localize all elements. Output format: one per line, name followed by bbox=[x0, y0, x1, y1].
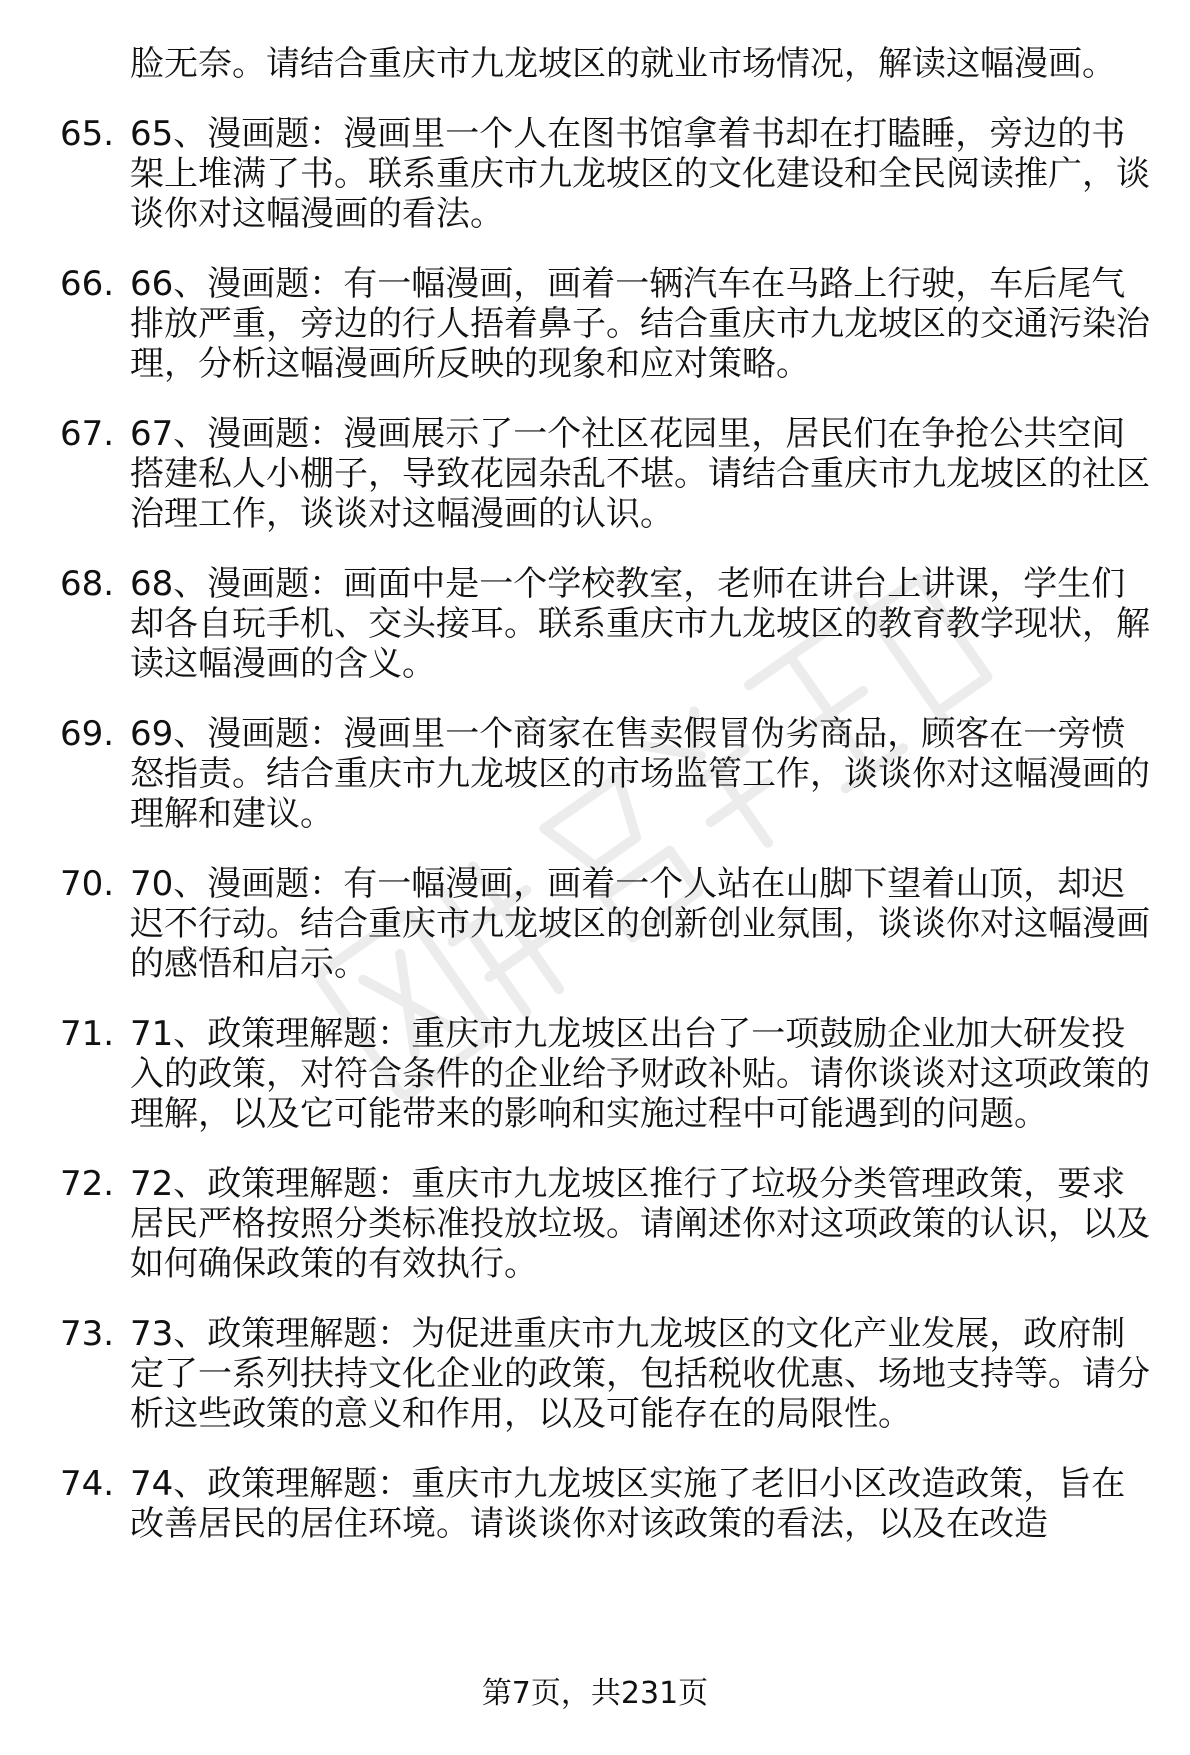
continuation-paragraph: 脸无奈。请结合重庆市九龙坡区的就业市场情况，解读这幅漫画。 bbox=[130, 44, 1116, 84]
list-item-text: 70、漫画题：有一幅漫画，画着一个人站在山脚下望着山顶，却迟迟不行动。结合重庆市九龙坡区的创新创业氛围，谈谈你对这幅漫画的感悟和启示。 bbox=[130, 864, 1150, 984]
list-item-number: 74. bbox=[60, 1464, 115, 1504]
page-number-footer: 第7页，共231页 bbox=[481, 1676, 709, 1711]
list-item-text: 71、政策理解题：重庆市九龙坡区出台了一项鼓励企业加大研发投入的政策，对符合条件的企业给予财政补贴。请你谈谈对这项政策的理解，以及它可能带来的影响和实施过程中可能遇到的问题。 bbox=[130, 1014, 1150, 1134]
list-item-text: 68、漫画题：画面中是一个学校教室，老师在讲台上讲课，学生们却各自玩手机、交头接耳。联系重庆市九龙坡区的教育教学现状，解读这幅漫画的含义。 bbox=[130, 564, 1150, 684]
list-item-text: 65、漫画题：漫画里一个人在图书馆拿着书却在打瞌睡，旁边的书架上堆满了书。联系重庆市九龙坡区的文化建设和全民阅读推广，谈谈你对这幅漫画的看法。 bbox=[130, 114, 1150, 234]
list-item bbox=[60, 264, 1150, 384]
list-item bbox=[60, 414, 1150, 534]
list-item-number: 66. bbox=[60, 264, 115, 304]
list-item-text: 66、漫画题：有一幅漫画，画着一辆汽车在马路上行驶，车后尾气排放严重，旁边的行人捂着鼻子。结合重庆市九龙坡区的交通污染治理，分析这幅漫画所反映的现象和应对策略。 bbox=[130, 264, 1150, 384]
list-item-number: 68. bbox=[60, 564, 115, 604]
list-item-text: 67、漫画题：漫画展示了一个社区花园里，居民们在争抢公共空间搭建私人小棚子，导致花园杂乱不堪。请结合重庆市九龙坡区的社区治理工作，谈谈对这幅漫画的认识。 bbox=[130, 414, 1150, 534]
list-item-number: 69. bbox=[60, 714, 115, 754]
list-item-number: 71. bbox=[60, 1014, 115, 1054]
list-item-text: 72、政策理解题：重庆市九龙坡区推行了垃圾分类管理政策，要求居民严格按照分类标准投放垃圾。请阐述你对这项政策的认识，以及如何确保政策的有效执行。 bbox=[130, 1164, 1150, 1284]
list-item-number: 72. bbox=[60, 1164, 115, 1204]
list-item-number: 67. bbox=[60, 414, 115, 454]
list-item-text: 74、政策理解题：重庆市九龙坡区实施了老旧小区改造政策，旨在改善居民的居住环境。请谈谈你对该政策的看法，以及在改造 bbox=[130, 1464, 1126, 1544]
list-item-text: 69、漫画题：漫画里一个商家在售卖假冒伪劣商品，顾客在一旁愤怒指责。结合重庆市九龙坡区的市场监管工作，谈谈你对这幅漫画的理解和建议。 bbox=[130, 714, 1150, 834]
list-item-number: 70. bbox=[60, 864, 115, 904]
list-item bbox=[60, 1164, 1150, 1284]
list-item-text: 73、政策理解题：为促进重庆市九龙坡区的文化产业发展，政府制定了一系列扶持文化企业的政策，包括税收优惠、场地支持等。请分析这些政策的意义和作用，以及可能存在的局限性。 bbox=[130, 1314, 1150, 1434]
document-body bbox=[0, 44, 1190, 1574]
list-item bbox=[60, 564, 1150, 684]
list-item bbox=[60, 1314, 1150, 1434]
list-item bbox=[60, 1464, 1150, 1544]
list-item bbox=[60, 714, 1150, 834]
list-item bbox=[60, 114, 1150, 234]
list-item bbox=[60, 1014, 1150, 1134]
list-item bbox=[60, 864, 1150, 984]
list-item-number: 73. bbox=[60, 1314, 115, 1354]
list-item-number: 65. bbox=[60, 114, 115, 154]
